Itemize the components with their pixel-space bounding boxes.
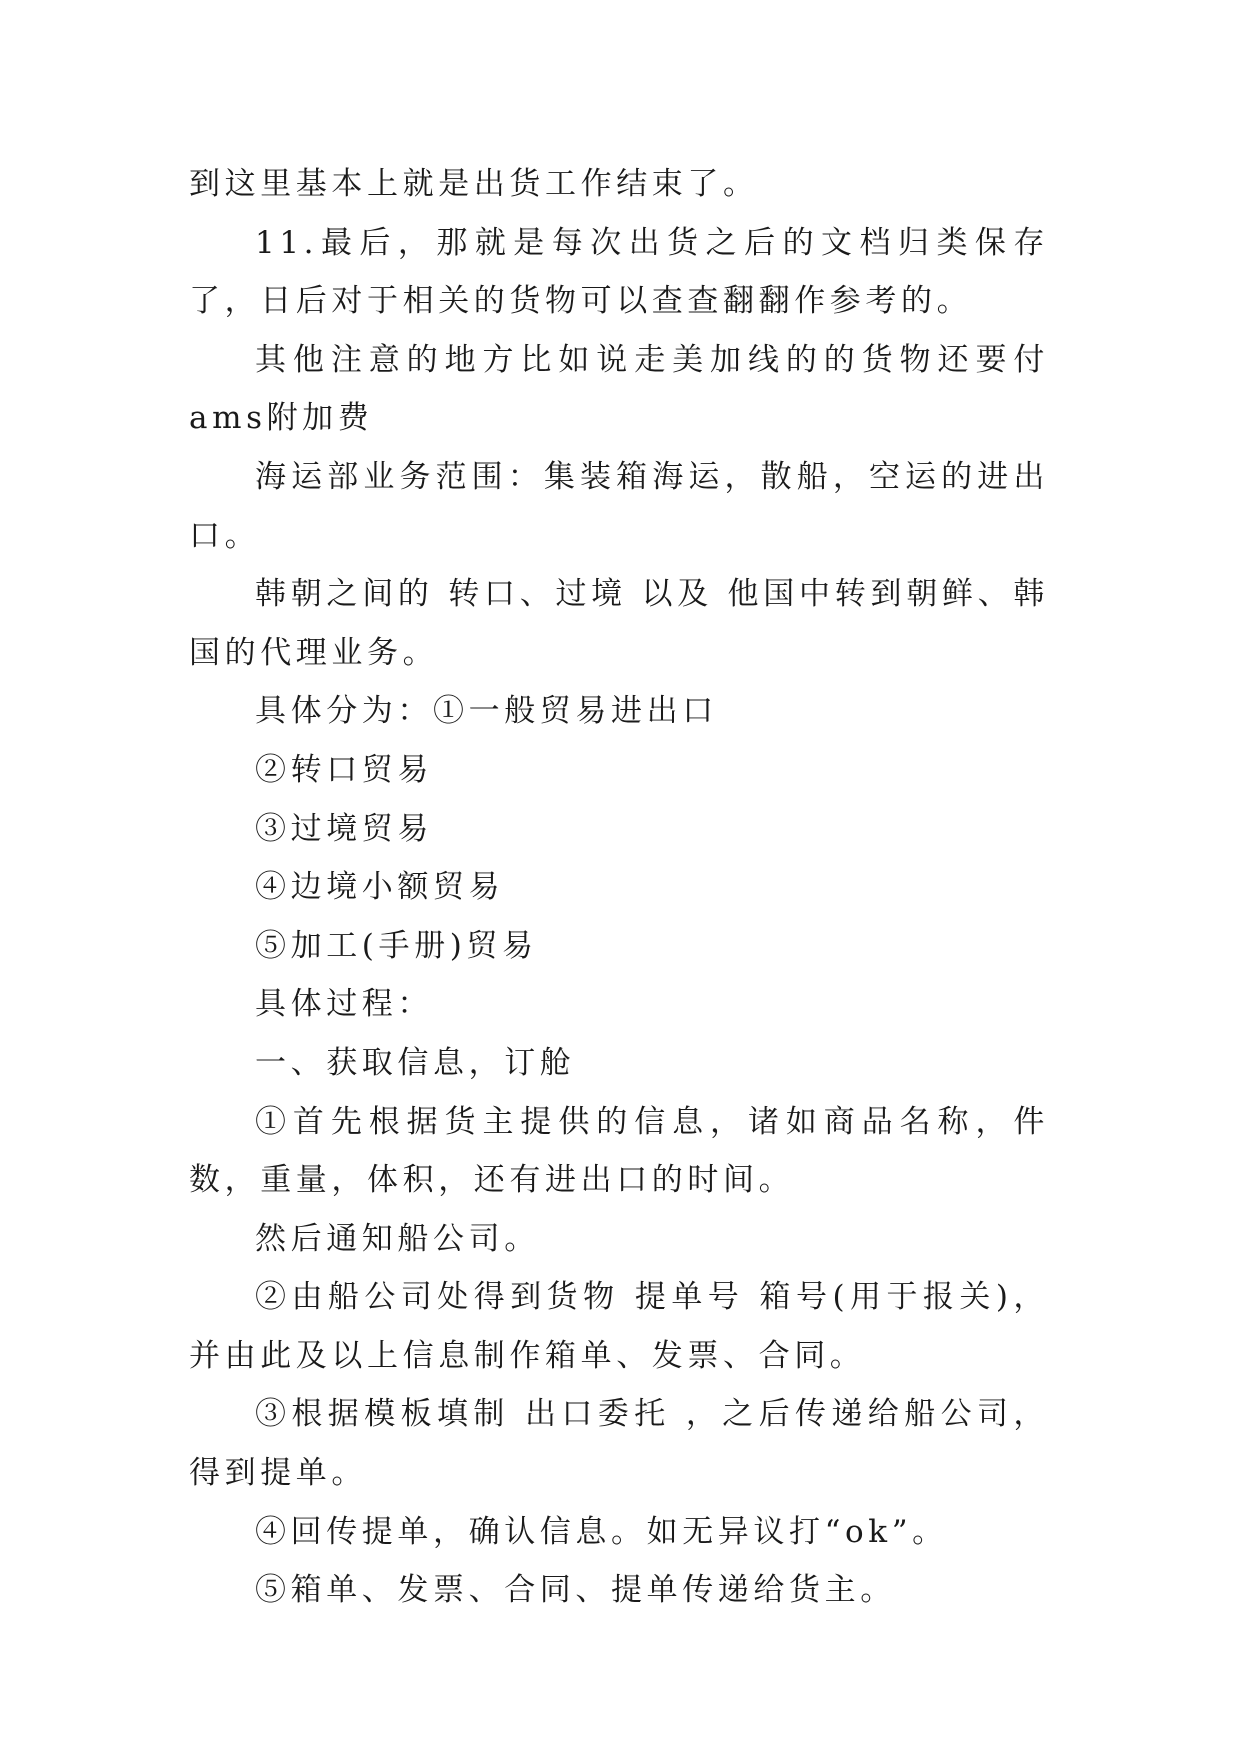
list-item: ③过境贸易 bbox=[255, 810, 433, 847]
paragraph: 其他注意的地方比如说走美加线的的货物还要付ams附加费 bbox=[189, 341, 1049, 437]
paragraph: 然后通知船公司。 bbox=[255, 1220, 540, 1257]
list-item: 具体分为：①一般贸易进出口 bbox=[255, 693, 718, 730]
step-item: ②由船公司处得到货物 提单号 箱号(用于报关)，并由此及以上信息制作箱单、发票、合同。 bbox=[189, 1279, 1049, 1374]
list-item: ②转口贸易 bbox=[255, 751, 433, 788]
step-item: ③根据模板填制 出口委托 ，之后传递给船公司，得到提单。 bbox=[189, 1396, 1049, 1492]
section-heading: 具体过程： bbox=[255, 986, 433, 1023]
list-item: ④边境小额贸易 bbox=[255, 869, 505, 906]
list-item: ⑤加工(手册)贸易 bbox=[255, 927, 538, 964]
document-body bbox=[189, 155, 1049, 1620]
paragraph: 海运部业务范围：集装箱海运，散船，空运的进出口。 bbox=[189, 458, 1049, 554]
paragraph: 韩朝之间的 转口、过境 以及 他国中转到朝鲜、韩国的代理业务。 bbox=[189, 576, 1049, 671]
paragraph: 到这里基本上就是出货工作结束了。 bbox=[189, 166, 759, 202]
paragraph: 11.最后，那就是每次出货之后的文档归类保存了，日后对于相关的货物可以查查翻翻作参考的。 bbox=[189, 224, 1049, 320]
step-item: ④回传提单，确认信息。如无异议打“ok”。 bbox=[255, 1513, 948, 1550]
section-heading: 一、获取信息，订舱 bbox=[255, 1044, 576, 1081]
step-item: ①首先根据货主提供的信息，诸如商品名称，件数，重量，体积，还有进出口的时间。 bbox=[189, 1103, 1049, 1199]
step-item: ⑤箱单、发票、合同、提单传递给货主。 bbox=[255, 1572, 896, 1609]
